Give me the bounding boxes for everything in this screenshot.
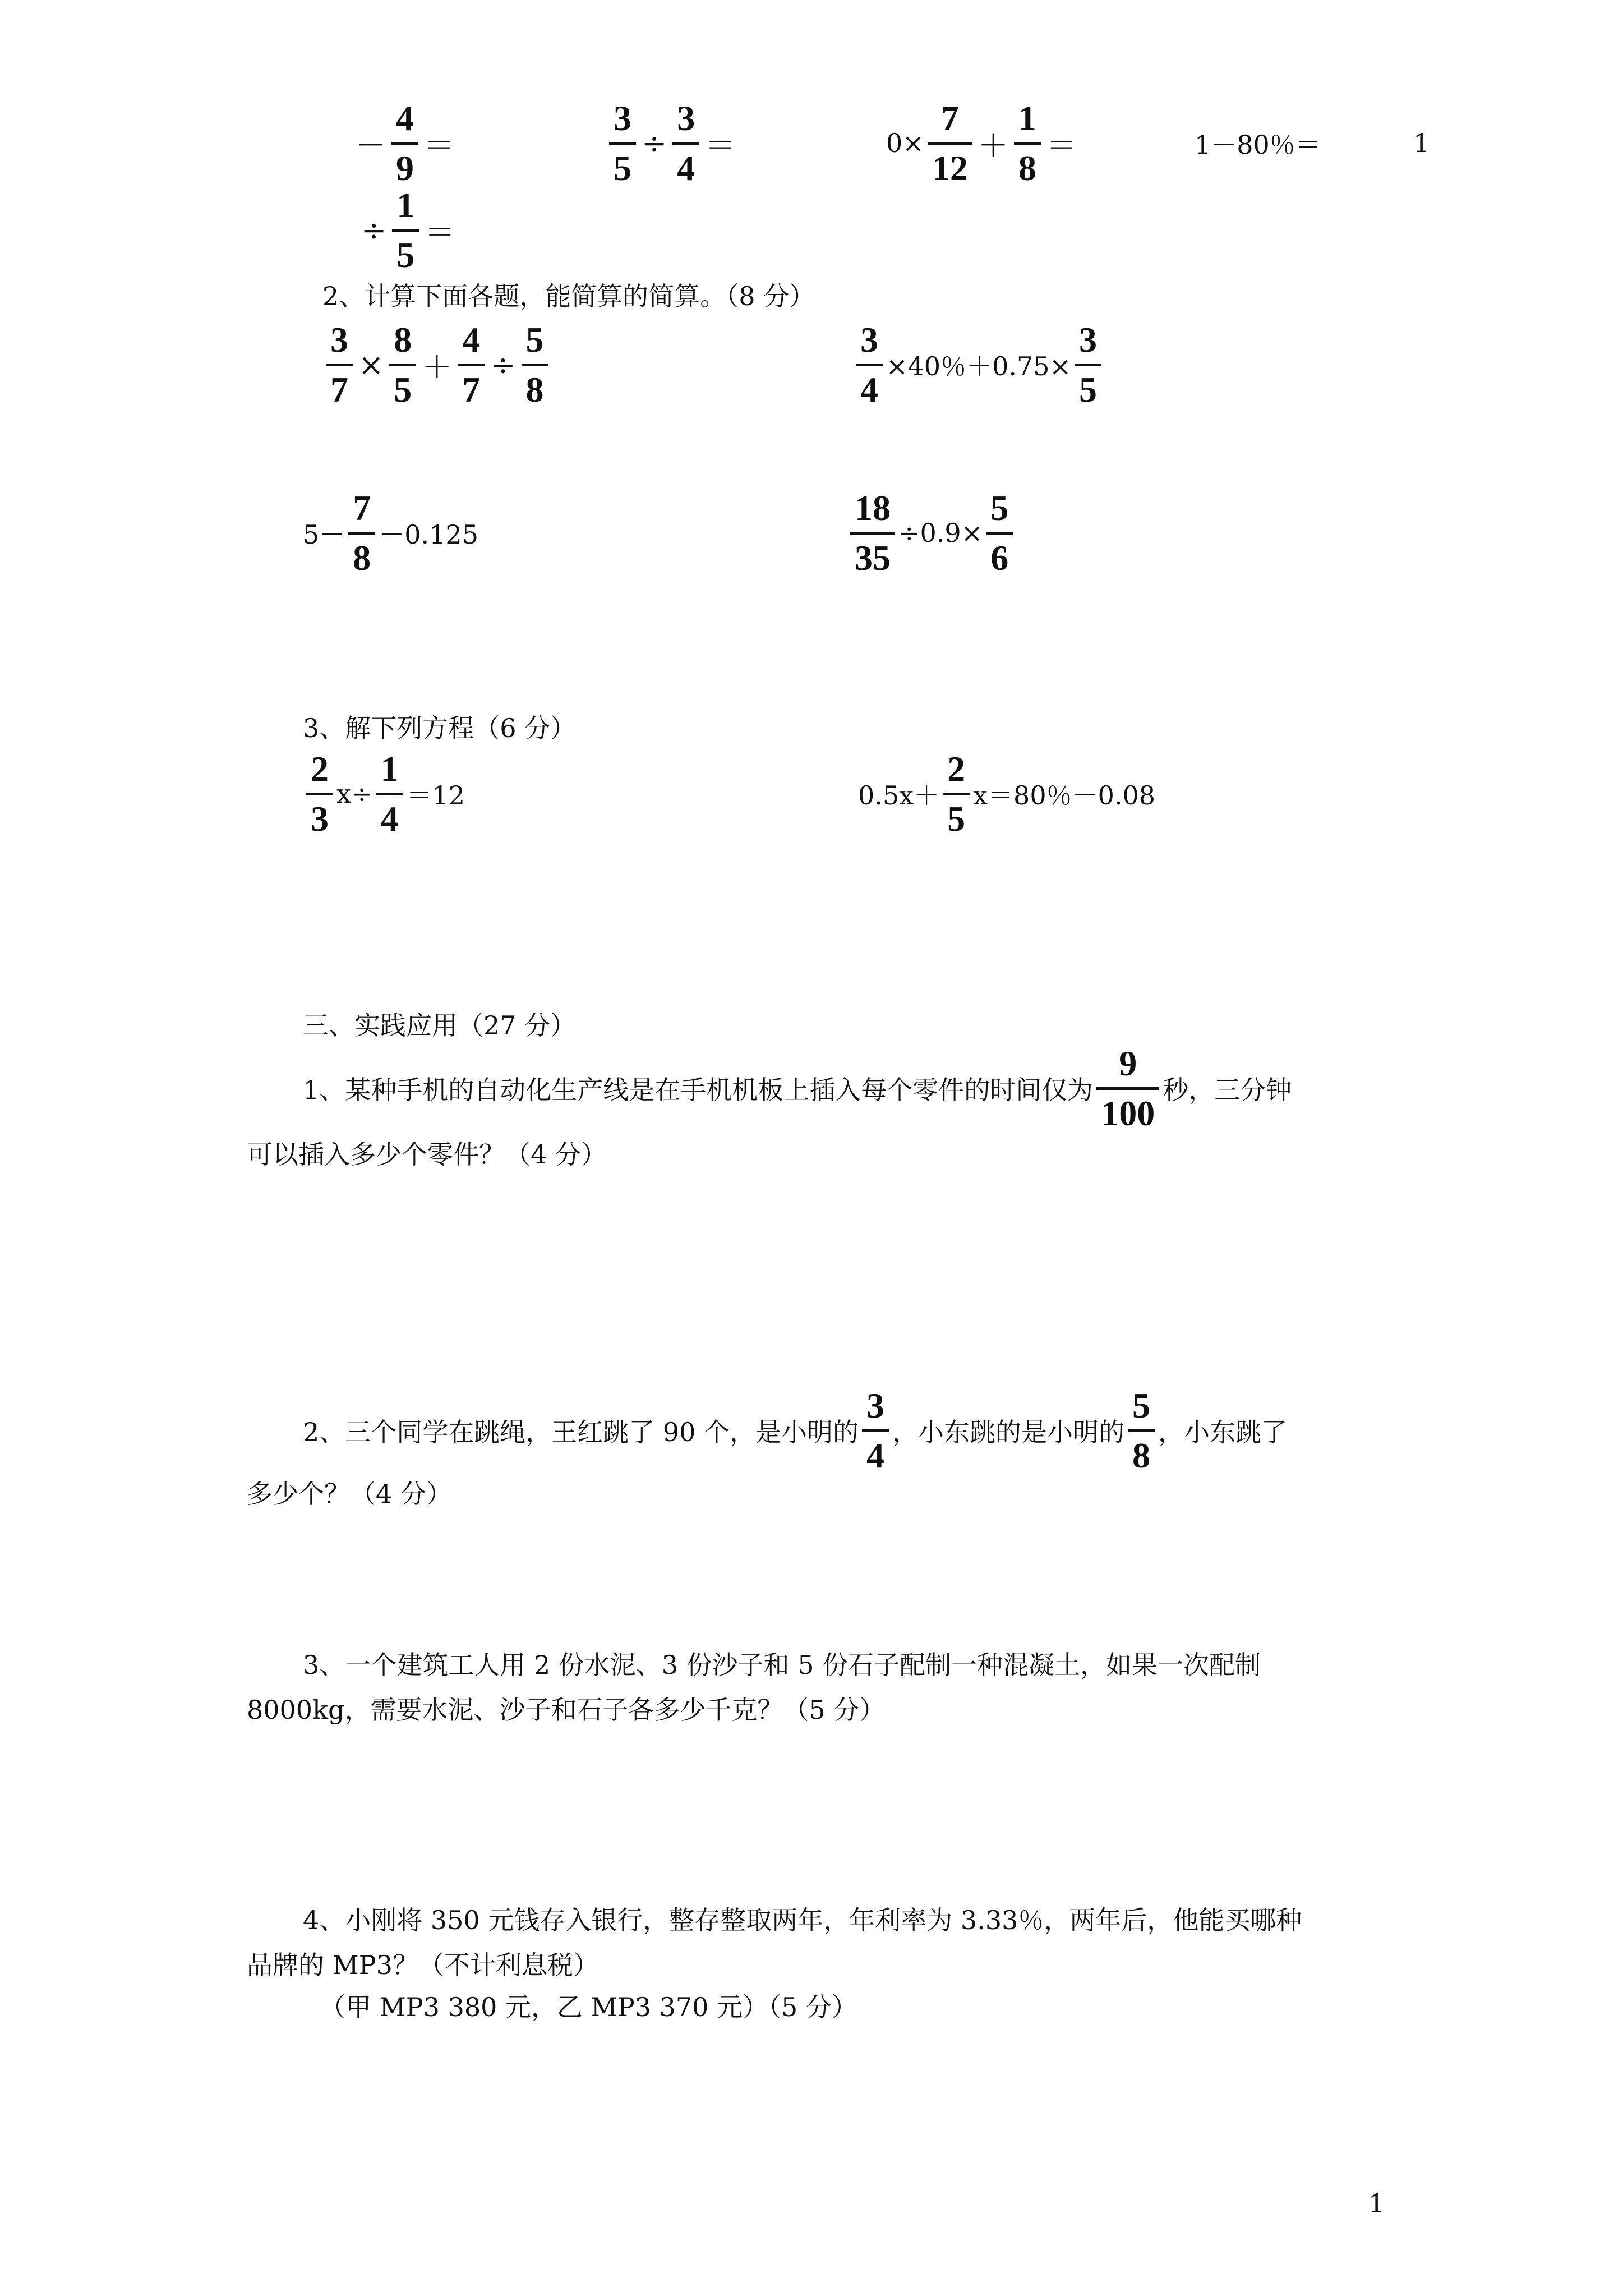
fraction-bar [392, 229, 419, 232]
q4-line2: 品牌的 MP3？（不计利息税） [247, 1950, 599, 1980]
fraction [376, 748, 403, 839]
fraction [928, 100, 972, 186]
oral-item-2 [606, 95, 737, 191]
math-text: 1－80％＝ [1195, 130, 1321, 160]
math-operator: × [358, 347, 384, 383]
fraction-denominator: 4 [380, 798, 399, 839]
fraction-bar [522, 364, 548, 366]
section3-heading: 3、解下列方程（6 分） [303, 713, 577, 743]
fraction-denominator: 8 [525, 369, 544, 409]
math-operator: ＝ [424, 127, 454, 163]
fraction-bar [1096, 1087, 1159, 1090]
equation-1 [303, 746, 465, 841]
fraction [862, 1385, 889, 1475]
fraction-bar [376, 793, 403, 795]
fraction-denominator: 9 [396, 148, 414, 188]
fraction-denominator: 5 [396, 234, 415, 275]
fraction-bar [306, 793, 333, 795]
fraction-numerator: 7 [353, 487, 371, 528]
fraction-numerator: 3 [1079, 319, 1098, 360]
part3-heading: 三、实践应用（27 分） [303, 1010, 577, 1041]
fraction-bar [1014, 142, 1041, 145]
fraction [392, 187, 419, 273]
oral-item-1 [353, 95, 457, 191]
fraction-numerator: 3 [330, 319, 348, 360]
fraction-bar [850, 532, 895, 535]
fraction-numerator: 1 [380, 748, 399, 789]
fraction [856, 319, 883, 409]
fraction-denominator: 7 [330, 369, 348, 409]
fraction-denominator: 100 [1101, 1093, 1155, 1133]
fraction-numerator: 3 [614, 98, 631, 138]
q4-line1: 4、小刚将 350 元钱存入银行，整存整取两年，年利率为 3.33％，两年后，他能买哪种 [303, 1905, 1302, 1935]
fraction-bar [928, 142, 972, 145]
math-operator: ＋ [978, 127, 1008, 163]
fraction-denominator: 12 [932, 148, 968, 188]
fraction [943, 748, 970, 839]
fraction [850, 487, 895, 578]
math-text: 秒，三分钟 [1163, 1075, 1292, 1105]
q2-line1 [303, 1383, 1287, 1478]
fraction-bar [391, 142, 418, 145]
math-text: －0.125 [379, 519, 478, 550]
fraction-denominator: 35 [855, 537, 891, 578]
fraction-bar [1075, 364, 1101, 366]
fraction [1128, 1385, 1155, 1475]
fraction-bar [389, 364, 416, 366]
section2-heading: 2、计算下面各题，能简算的简算。（8 分） [322, 281, 815, 311]
math-text: ，小东跳的是小明的 [892, 1417, 1125, 1447]
fraction-denominator: 7 [462, 369, 481, 409]
math-text: 0.5x＋ [858, 780, 940, 811]
math-text: x＝80％－0.08 [973, 780, 1156, 811]
math-text: 5－ [303, 519, 345, 550]
fraction [391, 100, 418, 186]
fraction-bar [1128, 1429, 1155, 1432]
math-text: ，小东跳了 [1158, 1417, 1288, 1447]
fraction-denominator: 5 [394, 369, 412, 409]
calc-item-1 [322, 317, 552, 412]
fraction-denominator: 4 [677, 148, 695, 188]
oral-item-6 [359, 182, 457, 278]
math-operator: ÷ [490, 347, 516, 383]
q3-line1: 3、一个建筑工人用 2 份水泥、3 份沙子和 5 份石子配制一种混凝土，如果一次配制 [303, 1650, 1261, 1680]
math-operator: ＋ [422, 349, 453, 385]
fraction-numerator: 8 [394, 319, 412, 360]
math-text: 0× [886, 128, 924, 158]
fraction [1096, 1043, 1159, 1133]
fraction [458, 319, 485, 409]
fraction-bar [609, 142, 636, 145]
math-text: 1、某种手机的自动化生产线是在手机机板上插入每个零件的时间仅为 [303, 1075, 1094, 1105]
fraction-numerator: 3 [677, 98, 695, 138]
fraction-numerator: 2 [947, 748, 966, 789]
fraction-numerator: 5 [990, 487, 1009, 528]
math-text: ×40％＋0.75× [886, 351, 1072, 381]
math-text: 2、三个同学在跳绳，王红跳了 90 个，是小明的 [303, 1417, 859, 1447]
fraction-bar [856, 364, 883, 366]
fraction-denominator: 5 [947, 798, 966, 839]
fraction-bar [862, 1429, 889, 1432]
fraction-denominator: 6 [990, 537, 1009, 578]
math-operator: ÷ [361, 212, 387, 248]
fraction-numerator: 1 [396, 185, 415, 225]
math-operator: ＝ [1046, 127, 1077, 163]
equation-2 [858, 746, 1155, 841]
fraction-denominator: 8 [1018, 148, 1036, 188]
math-text: ＝12 [406, 780, 465, 811]
math-operator: － [356, 127, 386, 163]
fraction [609, 100, 636, 186]
q3-line2: 8000kg，需要水泥、沙子和石子各多少千克？（5 分） [247, 1695, 886, 1725]
math-text: x÷ [336, 779, 373, 809]
fraction-denominator: 4 [866, 1435, 885, 1475]
fraction-numerator: 5 [525, 319, 544, 360]
fraction-numerator: 1 [1018, 98, 1036, 138]
fraction [522, 319, 548, 409]
fraction-bar [986, 532, 1013, 535]
page-number: 1 [1368, 2188, 1385, 2219]
fraction-bar [943, 793, 970, 795]
math-operator: ＝ [705, 127, 736, 163]
fraction-bar [348, 532, 375, 535]
fraction-numerator: 7 [940, 98, 959, 138]
fraction-bar [458, 364, 485, 366]
fraction-denominator: 5 [1079, 369, 1098, 409]
fraction-denominator: 8 [1132, 1435, 1151, 1475]
fraction-numerator: 5 [1132, 1385, 1151, 1425]
math-operator: ＝ [425, 214, 455, 250]
fraction-numerator: 3 [866, 1385, 885, 1425]
fraction-bar [672, 142, 699, 145]
math-text: ÷0.9× [898, 518, 983, 548]
fraction [306, 748, 333, 839]
oral-item-3 [886, 95, 1079, 191]
fraction-denominator: 8 [353, 537, 371, 578]
fraction-numerator: 9 [1119, 1043, 1137, 1083]
fraction [326, 319, 353, 409]
q1-line2: 可以插入多少个零件？（4 分） [247, 1139, 607, 1170]
fraction-denominator: 4 [860, 369, 878, 409]
q4-line3: （甲 MP3 380 元，乙 MP3 370 元）（5 分） [320, 1992, 857, 2022]
fraction-numerator: 2 [311, 748, 329, 789]
fraction [672, 100, 699, 186]
fraction [1075, 319, 1101, 409]
q1-line1 [303, 1041, 1292, 1136]
math-operator: ÷ [642, 125, 667, 161]
fraction [986, 487, 1013, 578]
oral-item-5 [1413, 95, 1430, 191]
fraction-numerator: 4 [462, 319, 481, 360]
fraction-denominator: 3 [311, 798, 329, 839]
fraction-numerator: 3 [860, 319, 878, 360]
fraction-numerator: 18 [855, 487, 891, 528]
calc-item-3 [303, 485, 478, 581]
fraction [348, 487, 375, 578]
calc-item-2 [852, 317, 1105, 412]
fraction-denominator: 5 [614, 148, 631, 188]
fraction [1014, 100, 1041, 186]
fraction [389, 319, 416, 409]
fraction-bar [326, 364, 353, 366]
q2-line2: 多少个？（4 分） [247, 1479, 452, 1509]
fraction-numerator: 4 [396, 98, 414, 138]
math-text: 1 [1413, 128, 1430, 158]
oral-item-4 [1195, 95, 1321, 191]
calc-item-4 [847, 485, 1016, 581]
